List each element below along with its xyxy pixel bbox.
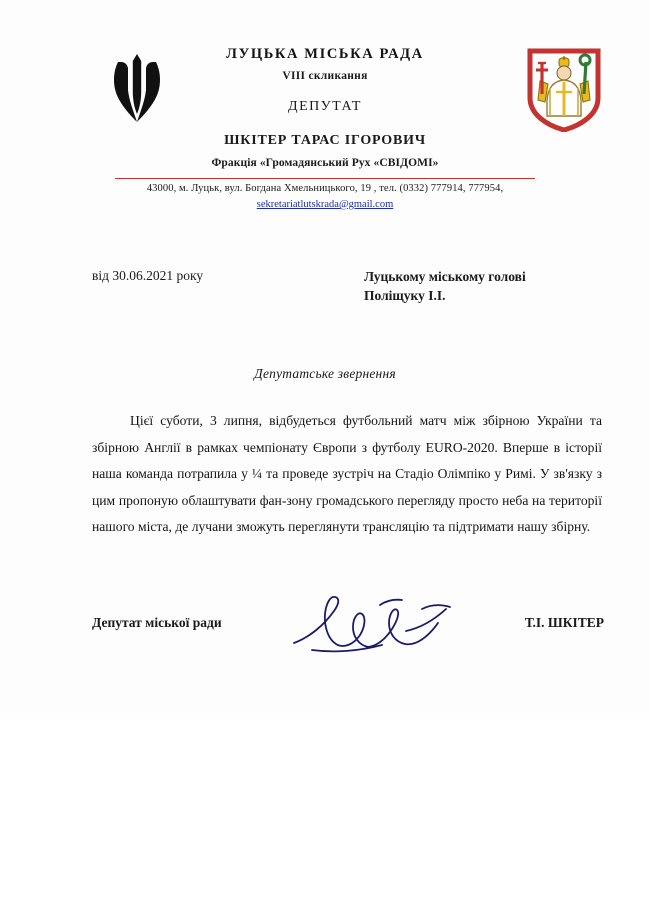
fraction-label: Фракція «Громадянський Рух «СВІДОМІ» <box>211 157 439 169</box>
document-date: від 30.06.2021 року <box>92 268 204 283</box>
body-paragraph: Цієї суботи, 3 липня, відбудеться футбольний матч між збірною України та збірною Англії в рамках чемпіонату Європи з футболу EURO-2020. Вперше в історії наша команда потрапила у ¼ та проведе зустріч на Стадіо Олімпіко у Римі. У зв'язку з цим пропоную облаштувати фан-зону громадського перегляду просто неба на території нашого міста, де лучани зможуть переглянути трансляцію та підтримати нашу збірну. <box>92 413 602 534</box>
contact-block <box>115 178 535 212</box>
role-label: ДЕПУТАТ <box>288 99 362 114</box>
deputy-name: ШКІТЕР ТАРАС ІГОРОВИЧ <box>224 133 426 148</box>
addressee-block <box>364 268 604 305</box>
signature-row <box>0 593 650 663</box>
signature-position-label: Депутат міської ради <box>92 614 222 630</box>
organization-title: ЛУЦЬКА МІСЬКА РАДА <box>226 46 424 62</box>
addressee-line-2: Поліщуку І.І. <box>364 287 446 303</box>
meta-row <box>0 268 650 322</box>
signatory-name: Т.І. ШКІТЕР <box>524 614 604 630</box>
email-link[interactable]: sekretariatlutskrada@gmail.com <box>256 199 394 210</box>
document-title: Депутатське звернення <box>254 366 396 381</box>
lutsk-city-coat-of-arms-icon <box>526 48 602 132</box>
addressee-line-1: Луцькому міському голові <box>364 269 526 284</box>
ukraine-trident-emblem-icon <box>108 52 166 126</box>
address-line: 43000, м. Луцьк, вул. Богдана Хмельницького, 19 , тел. (0332) 777914, 777954, <box>146 183 504 194</box>
page-bottom-whitespace <box>0 718 650 923</box>
handwritten-signature-icon <box>282 587 462 663</box>
letterhead <box>0 0 650 226</box>
convocation-label: VIII скликання <box>282 70 368 82</box>
